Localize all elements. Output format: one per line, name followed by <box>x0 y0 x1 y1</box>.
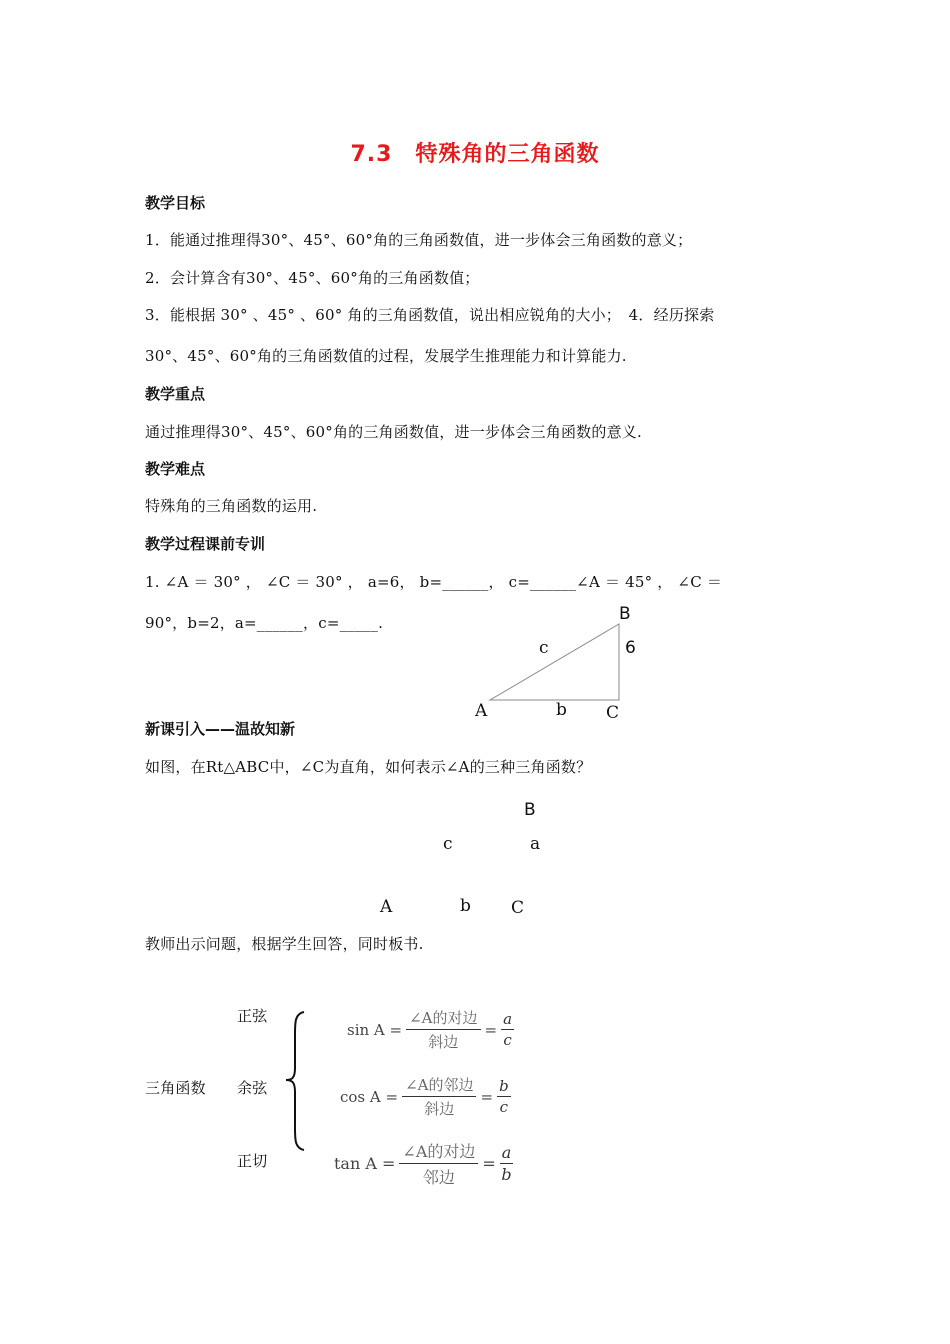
tangent-label: 正切 <box>237 1152 268 1170</box>
trig-functions-label: 三角函数 <box>145 1079 206 1097</box>
triangle2-vertex-a: A <box>380 897 393 917</box>
goal-2: 2．会计算含有30°、45°、60°角的三角函数值； <box>145 269 480 287</box>
sine-numerator: ∠A的对边 <box>406 1007 480 1030</box>
triangle2-vertex-b: B <box>524 800 536 820</box>
tangent-formula <box>334 1139 513 1188</box>
triangle2-side-a: a <box>530 834 541 854</box>
goals-heading: 教学目标 <box>145 194 206 212</box>
key-heading: 教学重点 <box>145 385 206 403</box>
cosine-numerator: ∠A的邻边 <box>402 1074 476 1097</box>
triangle1-side-bc: 6 <box>625 638 636 658</box>
goal-3b: 30°、45°、60°角的三角函数值的过程，发展学生推理能力和计算能力. <box>145 347 627 365</box>
exercise-1-line-2: 90°，b=2，a=______，c=_____. <box>145 614 384 632</box>
exercise-1-line-1: 1. ∠A ＝ 30° ， ∠C ＝ 30° ， a=6， b=______， c=______∠A ＝ 45° ， ∠C ＝ <box>145 573 723 591</box>
tangent-lhs: tan A = <box>334 1154 396 1173</box>
difficulty-text: 特殊角的三角函数的运用. <box>145 497 318 515</box>
sine-letter-denominator: c <box>503 1031 512 1049</box>
tangent-equals: = <box>482 1154 496 1173</box>
sine-letter-numerator: a <box>503 1010 513 1028</box>
difficulty-heading: 教学难点 <box>145 460 206 478</box>
cosine-letter-numerator: b <box>499 1077 509 1095</box>
triangle-abc-shape <box>490 624 619 700</box>
triangle1-vertex-a: A <box>475 701 488 721</box>
triangle1-vertex-c: C <box>606 703 620 723</box>
cosine-label: 余弦 <box>237 1079 268 1097</box>
tangent-numerator: ∠A的对边 <box>399 1139 478 1164</box>
cosine-denominator: 斜边 <box>424 1100 455 1118</box>
cosine-formula <box>340 1074 511 1119</box>
sine-denominator: 斜边 <box>428 1033 459 1051</box>
cosine-lhs: cos A = <box>340 1087 399 1106</box>
tangent-ratio-letters <box>500 1143 514 1184</box>
sine-ratio-letters <box>501 1010 514 1049</box>
triangle2-side-c: c <box>443 834 453 854</box>
cosine-ratio-words <box>402 1074 476 1119</box>
triangle2-side-b: b <box>460 896 471 916</box>
sine-ratio-words <box>406 1007 480 1052</box>
tangent-denominator: 邻边 <box>422 1168 455 1187</box>
goal-3a: 3．能根据 30° 、45° 、60° 角的三角函数值，说出相应锐角的大小； 4．经历探索 <box>145 306 715 324</box>
triangle2-vertex-c: C <box>511 898 525 918</box>
tangent-ratio-words <box>399 1139 478 1188</box>
page-title: 7.3 特殊角的三角函数 <box>350 142 600 167</box>
teacher-text: 教师出示问题，根据学生回答，同时板书. <box>145 935 424 953</box>
new-lesson-text: 如图，在Rt△ABC中，∠C为直角，如何表示∠A的三种三角函数？ <box>145 758 592 776</box>
sine-label: 正弦 <box>237 1007 268 1025</box>
tangent-letter-numerator: a <box>501 1143 512 1162</box>
new-lesson-heading: 新课引入——温故知新 <box>145 720 296 738</box>
sine-formula <box>347 1007 514 1052</box>
process-heading: 教学过程课前专训 <box>145 535 266 553</box>
cosine-ratio-letters <box>497 1077 511 1116</box>
triangle1-side-b: b <box>556 700 567 720</box>
goal-1: 1．能通过推理得30°、45°、60°角的三角函数值，进一步体会三角函数的意义； <box>145 231 693 249</box>
triangle1-side-c: c <box>539 638 549 658</box>
cosine-letter-denominator: c <box>499 1098 509 1116</box>
tangent-letter-denominator: b <box>501 1165 512 1184</box>
curly-brace-icon <box>284 1010 308 1152</box>
sine-lhs: sin A = <box>347 1020 403 1039</box>
sine-equals: = <box>484 1020 498 1039</box>
key-text: 通过推理得30°、45°、60°角的三角函数值，进一步体会三角函数的意义. <box>145 423 642 441</box>
triangle1-vertex-b: B <box>619 604 631 624</box>
cosine-equals: = <box>480 1087 494 1106</box>
